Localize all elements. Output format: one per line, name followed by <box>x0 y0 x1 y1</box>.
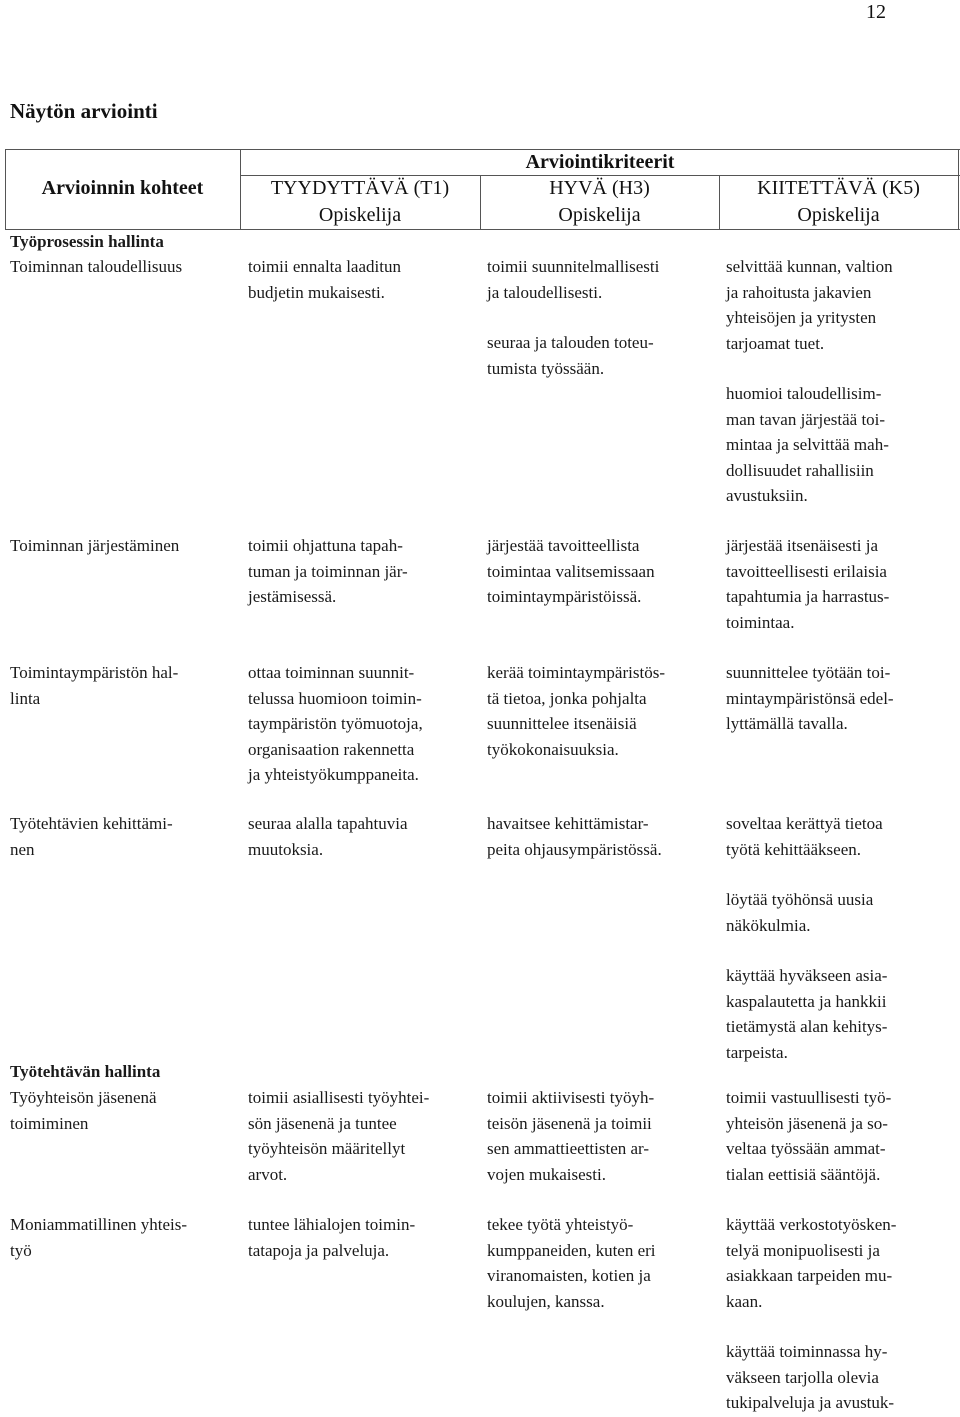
cell-line: selvittää kunnan, valtion <box>726 257 893 276</box>
cell-line: tarpeista. <box>726 1042 788 1062</box>
cell-line: työtä kehittääkseen. <box>726 839 862 859</box>
target-line: Työyhteisön jäsenenä <box>10 1088 157 1107</box>
target-line: Työtehtävien kehittämi- <box>10 814 173 833</box>
target-line: linta <box>10 688 41 708</box>
cell-line: käyttää verkostotyösken- <box>726 1215 897 1234</box>
cell-line: muutoksia. <box>248 839 324 859</box>
section-title-tyotehtava: Työtehtävän hallinta <box>10 1062 161 1081</box>
cell-line: yhteisöjen ja yritysten <box>726 308 877 327</box>
row-kehittaminen-k5 <box>726 811 887 1065</box>
target-line: Toiminnan taloudellisuus <box>10 257 183 276</box>
cell-line: työkokonaisuuksia. <box>487 739 619 759</box>
cell-line: tekee työtä yhteistyö- <box>487 1215 634 1234</box>
cell-line: kaan. <box>726 1291 763 1311</box>
cell-line: taympäristön työmuotoja, <box>248 714 423 733</box>
row-moniammatillinen-t1 <box>248 1212 415 1263</box>
cell-line: asiakkaan tarpeiden mu- <box>726 1266 893 1285</box>
cell-line: kaspalautetta ja hankkii <box>726 991 887 1011</box>
row-jarjestaminen-h3 <box>487 533 655 610</box>
cell-line: teisön jäsenenä ja toimii <box>487 1113 652 1133</box>
cell-line: veltaa työssään ammat- <box>726 1139 886 1158</box>
row-toimintaymparisto-t1 <box>248 660 423 788</box>
cell-line: ja rahoitusta jakavien <box>726 282 872 302</box>
row-kehittaminen-t1 <box>248 811 408 862</box>
cell-line: tarjoamat tuet. <box>726 333 825 353</box>
cell-line: tuntee lähialojen toimin- <box>248 1215 416 1234</box>
target-line: Toimintaympäristön hal- <box>10 663 179 682</box>
row-kehittaminen-h3 <box>487 811 662 862</box>
table-right-border <box>958 149 959 229</box>
targets-header: Arvioinnin kohteet <box>41 177 204 199</box>
cell-line: arvot. <box>248 1164 288 1184</box>
cell-line: huomioi taloudellisim- <box>726 384 882 403</box>
level-t1-name: TYYDYTTÄVÄ (T1) <box>270 177 450 199</box>
cell-line: mintaympäristönsä edel- <box>726 688 894 708</box>
row-jarjestaminen-k5 <box>726 533 889 635</box>
cell-line: toimii vastuullisesti työ- <box>726 1088 892 1107</box>
cell-line: ja taloudellisesti. <box>487 282 603 302</box>
cell-line: tapahtumia ja harrastus- <box>726 587 890 606</box>
level-k5-name: KIITETTÄVÄ (K5) <box>757 177 920 199</box>
row-tyoyhteiso-k5 <box>726 1085 891 1187</box>
cell-line: toimintaa valitsemissaan <box>487 561 655 581</box>
cell-line: telyä monipuolisesti ja <box>726 1240 880 1260</box>
cell-line: koulujen, kanssa. <box>487 1291 605 1311</box>
row-moniammatillinen-k5 <box>726 1212 896 1416</box>
cell-line: dollisuudet rahallisiin <box>726 460 874 480</box>
page-number: 12 <box>866 1 886 23</box>
cell-line: toimintaympäristöissä. <box>487 587 642 606</box>
cell-line: järjestää tavoitteellista <box>487 536 640 555</box>
cell-line: väkseen tarjolla olevia <box>726 1367 879 1387</box>
cell-line: seuraa alalla tapahtuvia <box>248 814 408 833</box>
target-line: Moniammatillinen yhteis- <box>10 1215 188 1234</box>
row-target-kehittaminen <box>10 811 173 862</box>
level-t1-subject: Opiskelija <box>318 204 402 226</box>
page-title: Näytön arviointi <box>10 99 158 123</box>
level-h3-name: HYVÄ (H3) <box>549 177 650 199</box>
cell-line: viranomaisten, kotien ja <box>487 1266 651 1285</box>
cell-line: tavoitteellisesti erilaisia <box>726 561 887 581</box>
cell-line: jestämisessä. <box>248 587 337 606</box>
row-taloudellisuus-k5 <box>726 254 893 509</box>
cell-line: tumista työssään. <box>487 358 605 378</box>
cell-line: tuman ja toiminnan jär- <box>248 561 408 581</box>
row-target-taloudellisuus <box>10 254 182 280</box>
row-target-moniammatillinen <box>10 1212 187 1263</box>
cell-line: tatapoja ja palveluja. <box>248 1240 390 1260</box>
row-taloudellisuus-h3 <box>487 254 659 381</box>
criteria-header: Arviointikriteerit <box>525 151 675 173</box>
row-moniammatillinen-h3 <box>487 1212 656 1314</box>
cell-line: työyhteisön määritellyt <box>248 1139 406 1158</box>
cell-line: toimii ohjattuna tapah- <box>248 536 403 555</box>
row-toimintaymparisto-h3 <box>487 660 665 762</box>
row-target-tyoyhteiso <box>10 1085 157 1136</box>
cell-line: toimii aktiivisesti työyh- <box>487 1088 655 1107</box>
cell-line: sön jäsenenä ja tuntee <box>248 1113 397 1133</box>
cell-line: toimii suunnitelmallisesti <box>487 257 660 276</box>
target-line: nen <box>10 839 35 859</box>
cell-line: havaitsee kehittämistar- <box>487 814 649 833</box>
cell-line: toimii ennalta laaditun <box>248 257 401 276</box>
cell-line: tialan eettisiä sääntöjä. <box>726 1164 881 1184</box>
cell-line: seuraa ja talouden toteu- <box>487 333 654 352</box>
target-line: työ <box>10 1240 32 1260</box>
cell-line: soveltaa kerättyä tietoa <box>726 814 883 833</box>
cell-line: telussa huomioon toimin- <box>248 688 422 708</box>
cell-line: peita ohjausympäristössä. <box>487 839 662 859</box>
cell-line: organisaation rakennetta <box>248 739 415 759</box>
cell-line: mintaa ja selvittää mah- <box>726 435 889 454</box>
cell-line: tä tietoa, jonka pohjalta <box>487 688 647 708</box>
cell-line: toimii asiallisesti työyhtei- <box>248 1088 430 1107</box>
cell-line: järjestää itsenäisesti ja <box>726 536 878 555</box>
cell-line: tukipalveluja ja avustuk- <box>726 1393 895 1412</box>
cell-line: yhteisön jäsenenä ja so- <box>726 1113 888 1133</box>
row-tyoyhteiso-h3 <box>487 1085 654 1187</box>
cell-line: suunnittelee itsenäisiä <box>487 714 637 733</box>
cell-line: käyttää hyväkseen asia- <box>726 966 888 985</box>
cell-line: kerää toimintaympäristös- <box>487 663 665 682</box>
cell-line: budjetin mukaisesti. <box>248 282 385 302</box>
row-toimintaymparisto-k5 <box>726 660 894 737</box>
cell-line: suunnittelee työtään toi- <box>726 663 891 682</box>
cell-line: avustuksiin. <box>726 486 808 505</box>
target-line: toimiminen <box>10 1113 89 1133</box>
cell-line: näkökulmia. <box>726 915 811 935</box>
row-target-jarjestaminen <box>10 533 179 559</box>
row-tyoyhteiso-t1 <box>248 1085 429 1187</box>
level-h3-subject: Opiskelija <box>558 204 641 226</box>
cell-line: ottaa toiminnan suunnit- <box>248 663 415 682</box>
cell-line: lyttämällä tavalla. <box>726 714 848 733</box>
cell-line: tietämystä alan kehitys- <box>726 1017 888 1036</box>
cell-line: löytää työhönsä uusia <box>726 890 874 909</box>
cell-line: kumppaneiden, kuten eri <box>487 1240 656 1260</box>
row-jarjestaminen-t1 <box>248 533 408 610</box>
target-line: Toiminnan järjestäminen <box>10 536 180 555</box>
cell-line: sen ammattieettisten ar- <box>487 1139 650 1158</box>
cell-line: ja yhteistyökumppaneita. <box>248 765 419 784</box>
level-k5-subject: Opiskelija <box>797 204 880 226</box>
cell-line: käyttää toiminnassa hy- <box>726 1342 888 1361</box>
row-target-toimintaymparisto <box>10 660 178 711</box>
cell-line: toimintaa. <box>726 612 795 632</box>
cell-line: man tavan järjestää toi- <box>726 409 886 429</box>
row-taloudellisuus-t1 <box>248 254 401 305</box>
cell-line: vojen mukaisesti. <box>487 1164 606 1184</box>
section-title-tyoprosessi: Työprosessin hallinta <box>10 232 164 251</box>
